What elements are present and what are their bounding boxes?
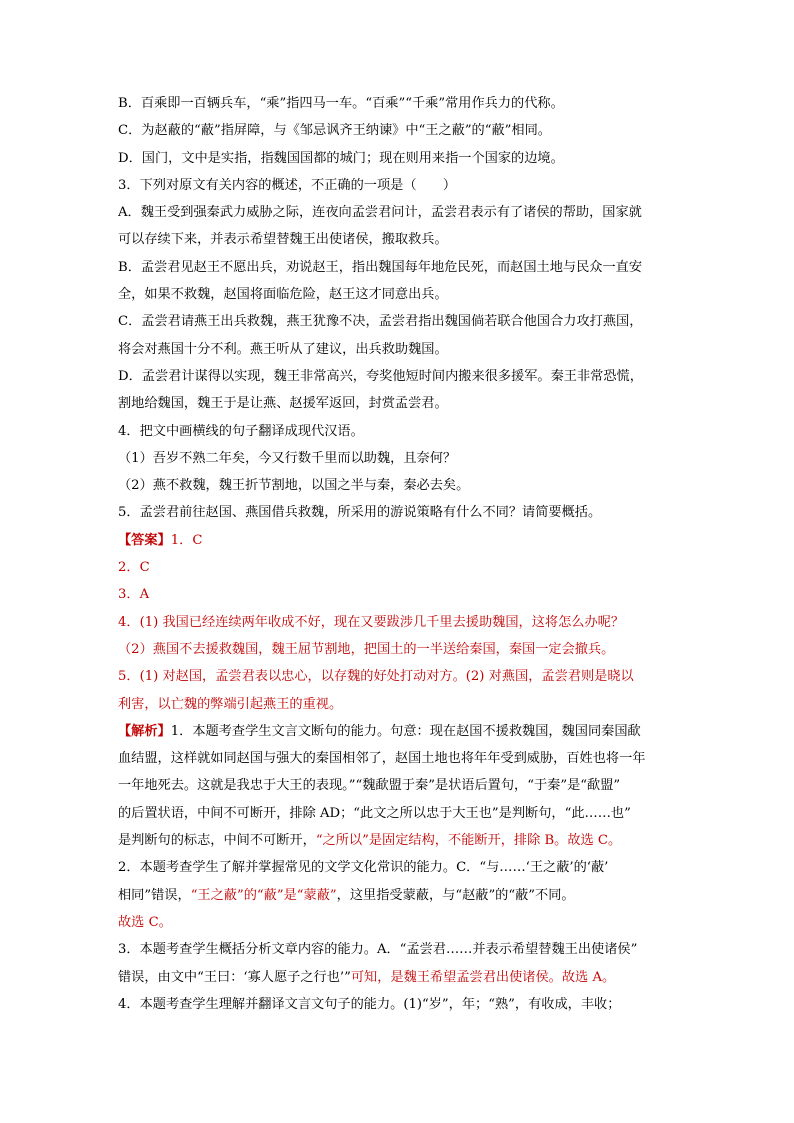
text-line xyxy=(118,882,678,909)
text-segment: 4．把文中画横线的句子翻译成现代汉语。 xyxy=(118,423,364,439)
text-segment: D．国门，文中是实指，指魏国国都的城门；现在则用来指一个国家的边境。 xyxy=(118,150,564,166)
text-segment: 是判断句的标志，中间不可断开， xyxy=(118,833,316,849)
text-line xyxy=(118,172,678,199)
text-line xyxy=(118,527,678,554)
text-line xyxy=(118,499,678,526)
text-line xyxy=(118,909,678,936)
section-tag: 【解析】 xyxy=(118,723,171,739)
text-segment: 5．(1) 对赵国，孟尝君表以忠心，以存魏的好处打动对方。(2) 对燕国，孟尝君则是晓以 xyxy=(118,669,634,685)
text-segment: 全，如果不救魏，赵国将面临危险，赵王这才同意出兵。 xyxy=(118,287,448,303)
text-line xyxy=(118,827,678,854)
text-segment: 割地给魏国，魏王于是让燕、赵援军返回，封赏孟尝君。 xyxy=(118,396,448,412)
text-line xyxy=(118,281,678,308)
text-segment: 1．本题考查学生文言文断句的能力。句意：现在赵国不援救魏国，魏国同秦国歃 xyxy=(170,723,641,739)
text-line xyxy=(118,117,678,144)
text-line xyxy=(118,581,678,608)
text-segment: ，这里指受蒙蔽，与“赵蔽”的“蔽”不同。 xyxy=(336,887,575,903)
text-segment: 一年地死去。这就是我忠于大王的表现。”“魏歃盟于秦”是状语后置句，“于秦”是“歃盟” xyxy=(118,778,621,794)
text-segment: （2）燕国不去援救魏国，魏王屈节割地，把国土的一半送给秦国，秦国一定会撤兵。 xyxy=(118,641,615,657)
text-segment: “王之蔽”的“蔽”是“蒙蔽” xyxy=(190,887,337,903)
text-line xyxy=(118,745,678,772)
text-segment: 4．(1) 我国已经连续两年收成不好，现在又要跋涉几千里去援助魏国，这将怎么办呢？ xyxy=(118,614,625,630)
text-segment: （2）燕不救魏，魏王折节割地，以国之半与秦，秦必去矣。 xyxy=(118,478,470,494)
text-line xyxy=(118,936,678,963)
text-line xyxy=(118,772,678,799)
text-segment: 利害，以亡魏的弊端引起燕王的重视。 xyxy=(118,696,343,712)
text-line xyxy=(118,691,678,718)
text-line xyxy=(118,964,678,991)
text-line xyxy=(118,336,678,363)
text-line xyxy=(118,636,678,663)
text-segment: 将会对燕国十分不利。燕王听从了建议，出兵救助魏国。 xyxy=(118,341,448,357)
text-line xyxy=(118,991,678,1018)
text-line xyxy=(118,390,678,417)
text-segment: 3．A xyxy=(118,587,150,603)
text-segment: 血结盟，这样就如同赵国与强大的秦国相邻了，赵国土地也将年年受到威胁，百姓也将一年 xyxy=(118,751,646,767)
text-segment: 可知，是魏王希望孟尝君出使诸侯。故选 A。 xyxy=(350,969,616,985)
text-line xyxy=(118,254,678,281)
text-line xyxy=(118,199,678,226)
text-line xyxy=(118,308,678,335)
text-segment: 错误，由文中“王曰：‘寡人愿子之行也’” xyxy=(118,969,351,985)
text-line xyxy=(118,854,678,881)
text-line xyxy=(118,554,678,581)
text-line xyxy=(118,472,678,499)
text-line xyxy=(118,418,678,445)
text-segment: （1）吾岁不熟二年矣，今又行数千里而以助魏，且奈何？ xyxy=(118,450,457,466)
text-line xyxy=(118,800,678,827)
text-segment: “之所以”是固定结构，不能断开，排除 B。故选 C。 xyxy=(315,833,622,849)
text-line xyxy=(118,718,678,745)
text-segment: 3．下列对原文有关内容的概述，不正确的一项是（ ） xyxy=(118,177,457,193)
text-segment: 5．孟尝君前往赵国、燕国借兵救魏，所采用的游说策略有什么不同？请简要概括。 xyxy=(118,505,602,521)
text-segment: D．孟尝君计谋得以实现，魏王非常高兴，夸奖他短时间内搬来很多援军。秦王非常恐慌， xyxy=(118,368,643,384)
text-line xyxy=(118,90,678,117)
text-segment: 3．本题考查学生概括分析文章内容的能力。A．“孟尝君……并表示希望替魏王出使诸侯” xyxy=(118,942,638,958)
text-line xyxy=(118,445,678,472)
section-tag: 【答案】 xyxy=(118,532,171,548)
text-segment: 的后置状语，中间不可断开，排除 AD；“此文之所以忠于大王也”是判断句，“此……也” xyxy=(118,805,631,821)
text-segment: 故选 C。 xyxy=(118,914,172,930)
text-line xyxy=(118,363,678,390)
text-segment: C．为赵蔽的“蔽”指屏障，与《邹忌讽齐王纳谏》中“王之蔽”的“蔽”相同。 xyxy=(118,123,551,139)
text-segment: 相同”错误， xyxy=(118,887,191,903)
text-segment: 2．C xyxy=(118,560,150,576)
text-line xyxy=(118,226,678,253)
text-line xyxy=(118,145,678,172)
text-segment: 2．本题考查学生了解并掌握常见的文学文化常识的能力。C．“与……‘王之蔽’的‘蔽’ xyxy=(118,860,609,876)
document-page xyxy=(118,90,678,1018)
text-segment: A．魏王受到强秦武力威胁之际，连夜向孟尝君问计，孟尝君表示有了诸侯的帮助，国家就 xyxy=(118,205,642,221)
text-segment: 可以存续下来，并表示希望替魏王出使诸侯，搬取救兵。 xyxy=(118,232,448,248)
text-segment: B．孟尝君见赵王不愿出兵，劝说赵王，指出魏国每年地危民死，而赵国土地与民众一直安 xyxy=(118,259,642,275)
text-segment: C．孟尝君请燕王出兵救魏，燕王犹豫不决，孟尝君指出魏国倘若联合他国合力攻打燕国， xyxy=(118,314,643,330)
text-segment: 4．本题考查学生理解并翻译文言文句子的能力。(1)“岁”，年；“熟”，有收成，丰收； xyxy=(118,996,621,1012)
text-segment: B．百乘即一百辆兵车，“乘”指四马一车。“百乘”“千乘”常用作兵力的代称。 xyxy=(118,96,564,111)
text-segment: 1．C xyxy=(170,532,203,548)
text-line xyxy=(118,609,678,636)
text-line xyxy=(118,663,678,690)
